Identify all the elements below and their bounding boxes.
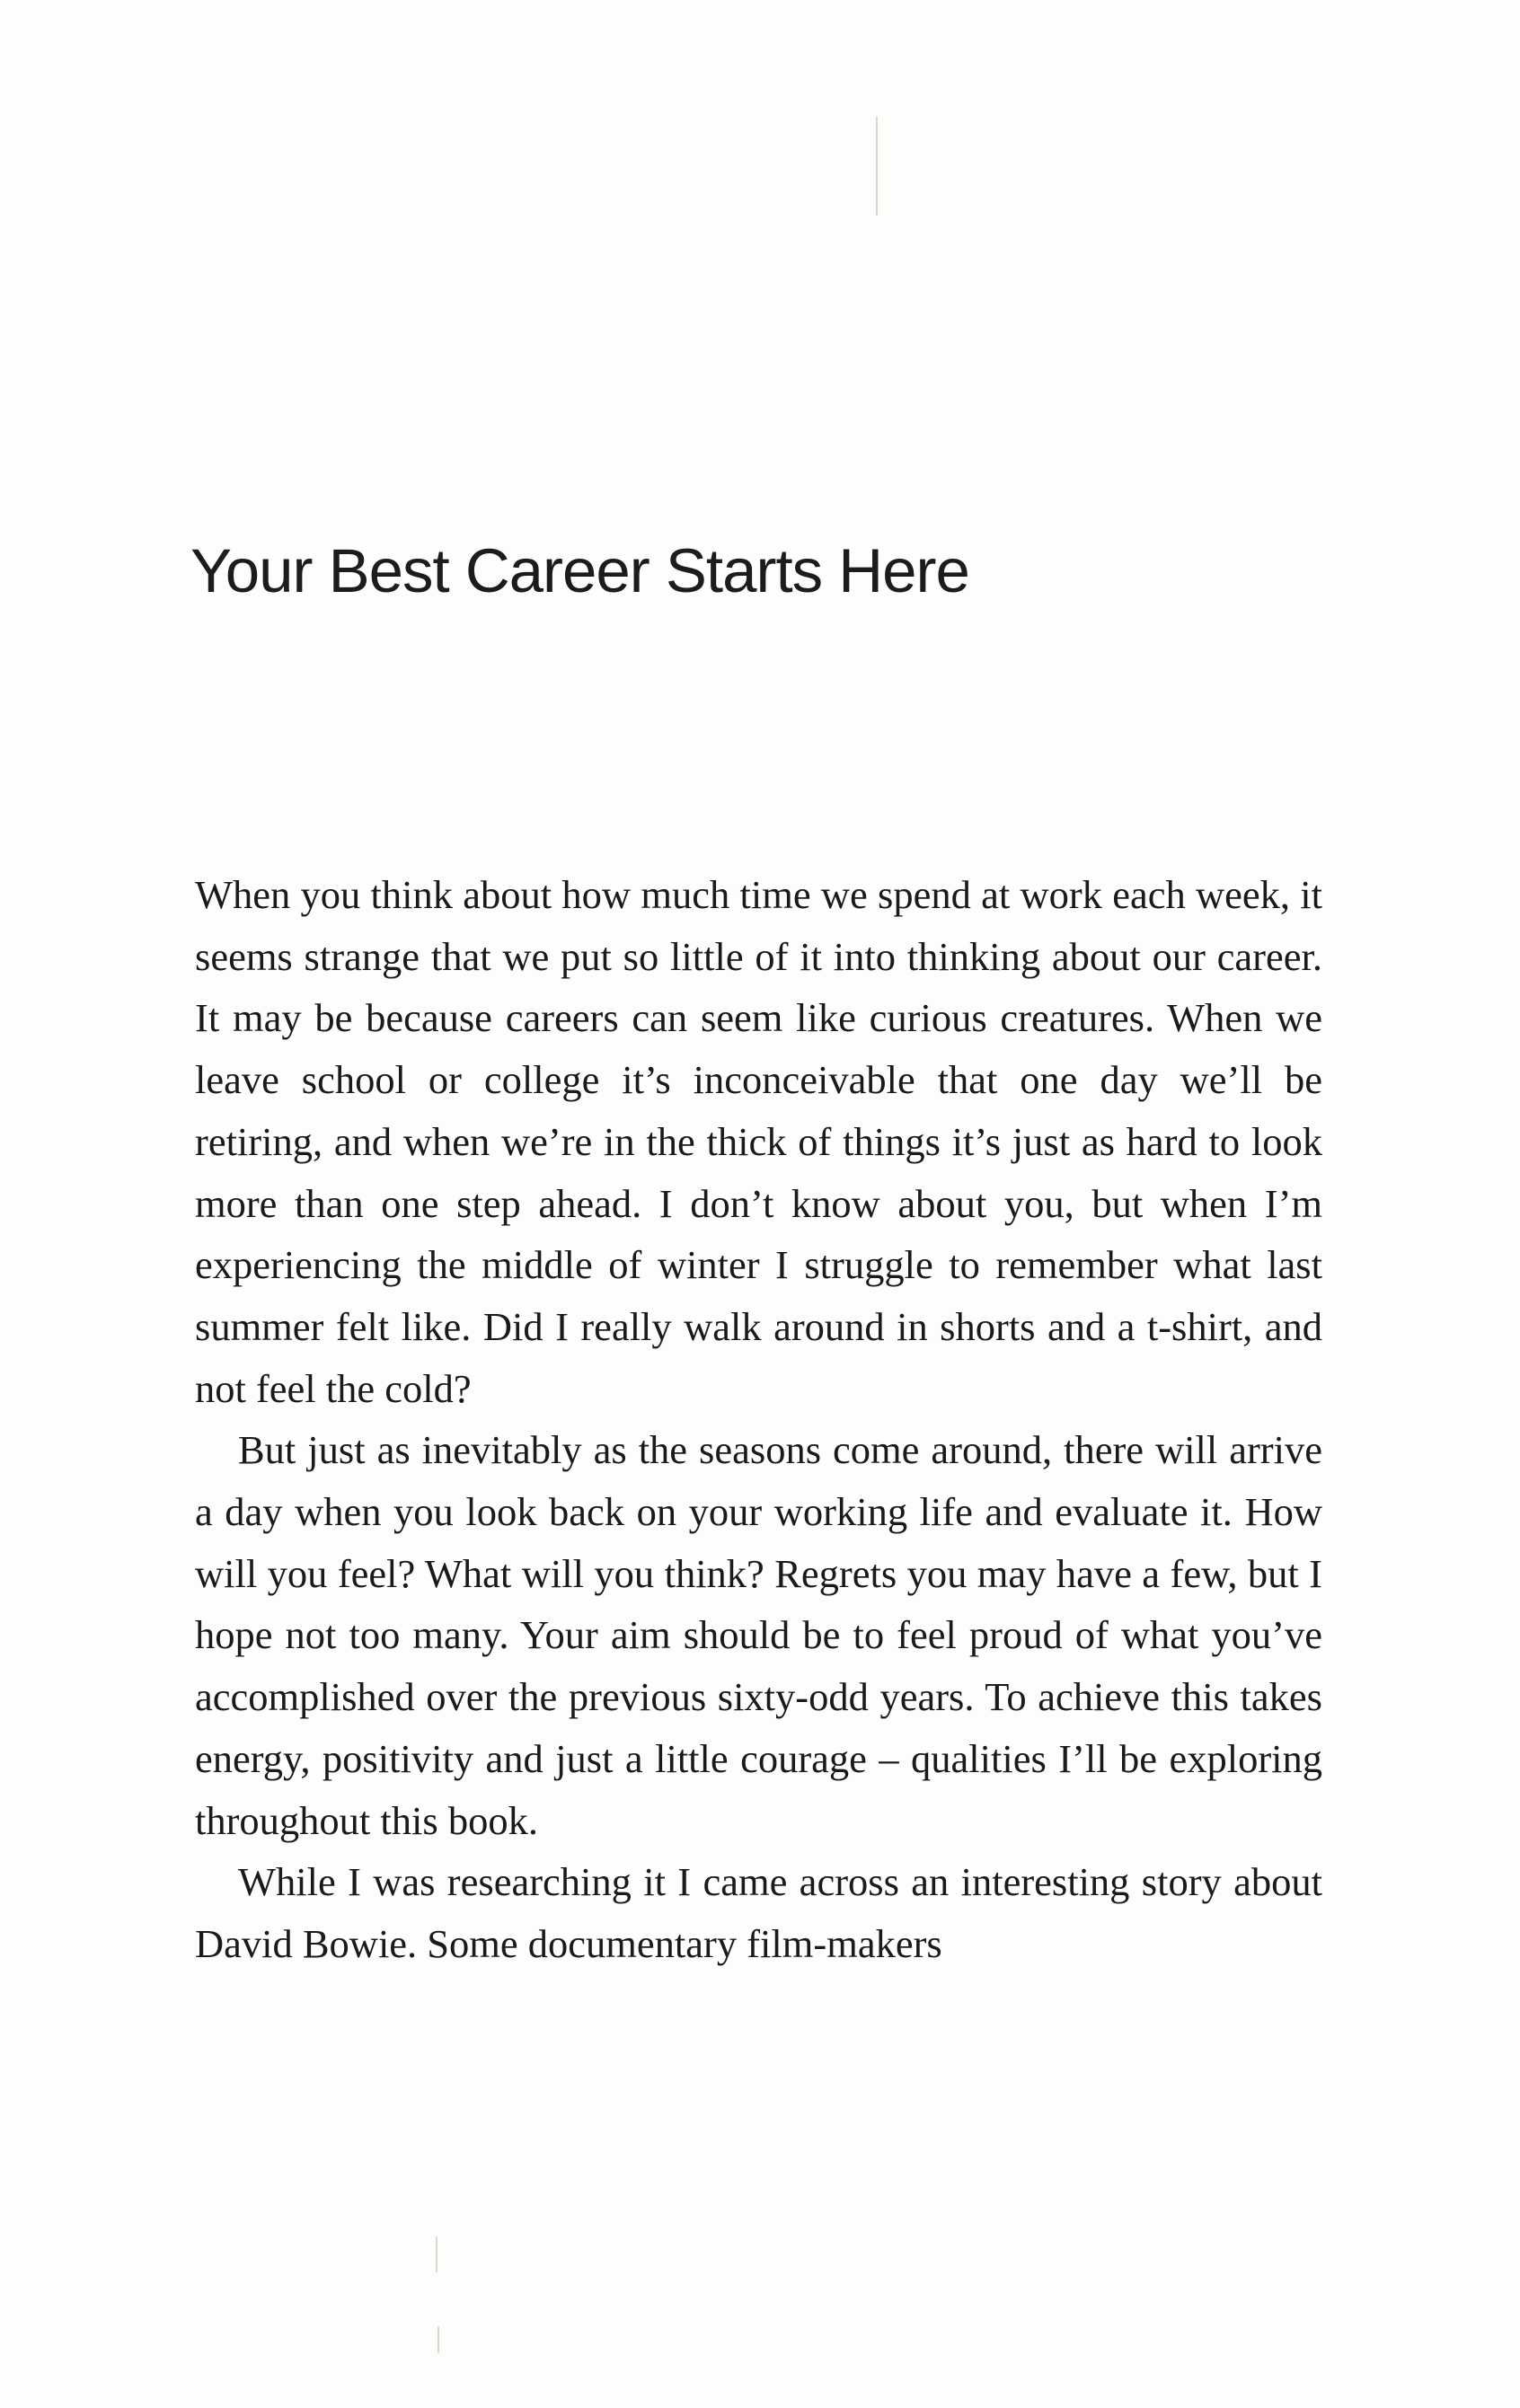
scan-artifact-line [876,117,878,216]
paragraph-1: When you think about how much time we spend at work each week, it seems strange that we put so little of it into thinking about our career. It may be because careers can seem like curious creatures. When we leave school or college it’s inconceivable that one day we’ll be retiring, and when we’re in the thick of things it’s just as hard to look more than one step ahead. I don’t know about you, but when I’m experiencing the middle of winter I struggle to remember what last summer felt like. Did I really walk around in shorts and a t-shirt, and not feel the cold? [195,872,1322,1411]
scan-artifact-line [437,2326,439,2353]
paragraph-2: But just as inevitably as the seasons come around, there will arrive a day when you look back on your working life and evaluate it. How will you feel? What will you think? Regrets you may have a few, but I hope not too many. Your aim should be to feel proud of what you’ve accomplished over the previous sixty-odd years. To achieve this takes energy, positivity and just a little courage – qualities I’ll be exploring throughout this book. [195,1427,1322,1843]
chapter-title: Your Best Career Starts Here [190,536,969,605]
paragraph-3: While I was researching it I came across an interesting story about David Bowie. Some documentary film-makers [195,1859,1322,1966]
scan-artifact-line [436,2236,437,2272]
body-text [195,864,1322,1975]
